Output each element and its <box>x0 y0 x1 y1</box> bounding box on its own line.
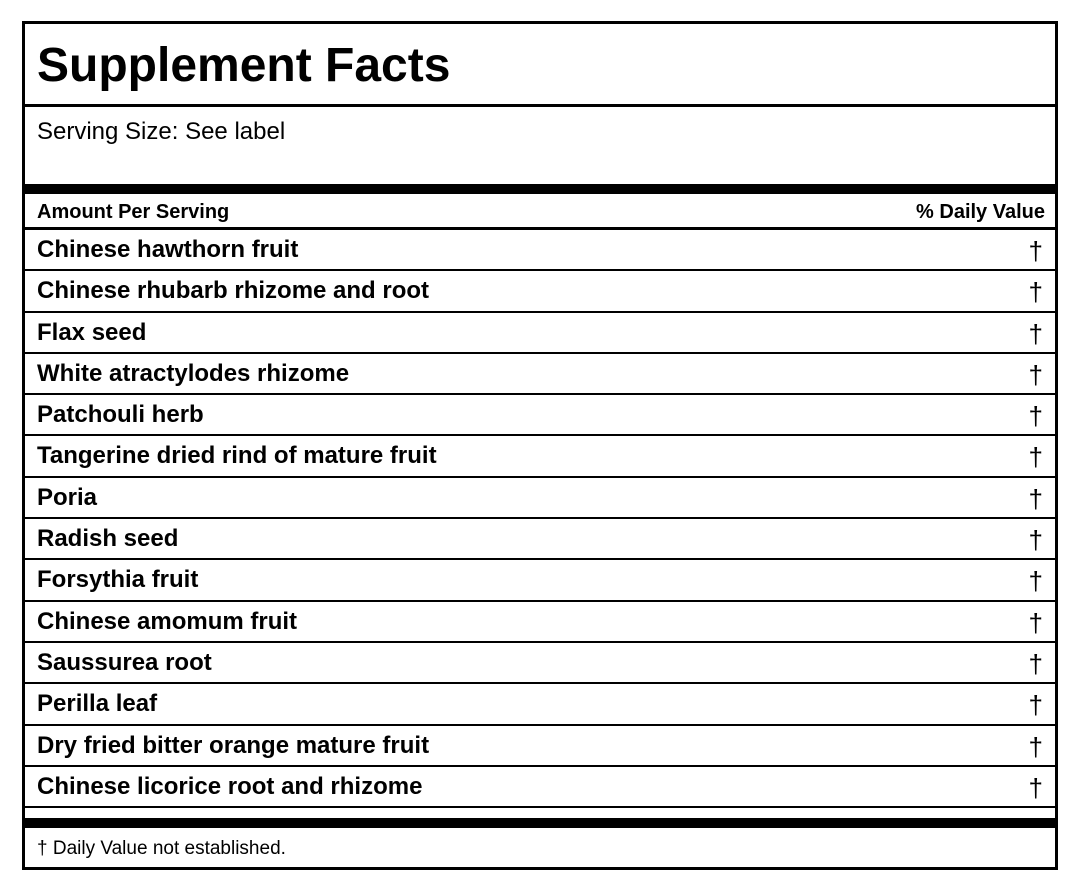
ingredient-name: Radish seed <box>37 525 179 553</box>
ingredient-row <box>25 313 1055 354</box>
ingredient-name: Chinese hawthorn fruit <box>37 236 299 263</box>
ingredient-row <box>25 230 1055 271</box>
ingredient-daily-value: † <box>1028 277 1043 308</box>
column-header-row <box>25 194 1055 230</box>
ingredient-name: Chinese rhubarb rhizome and root <box>37 277 430 305</box>
ingredient-row <box>25 684 1055 725</box>
ingredient-row <box>25 643 1055 684</box>
footnote-section <box>25 828 1055 867</box>
ingredient-daily-value: † <box>1028 401 1043 432</box>
ingredient-name: Saussurea root <box>37 648 212 676</box>
serving-section <box>25 107 1055 184</box>
ingredient-daily-value: † <box>1028 318 1043 349</box>
ingredient-daily-value: † <box>1028 731 1043 762</box>
thick-divider-bottom <box>25 818 1055 828</box>
ingredient-row <box>25 519 1055 560</box>
daily-value-footnote: † Daily Value not established. <box>37 838 286 859</box>
ingredient-row <box>25 436 1055 477</box>
ingredient-name: Chinese amomum fruit <box>37 607 298 635</box>
supplement-facts-panel <box>22 21 1058 870</box>
thick-divider-top <box>25 184 1055 194</box>
panel-title: Supplement Facts <box>37 39 451 92</box>
ingredient-name: Patchouli herb <box>37 401 204 429</box>
ingredient-name: Flax seed <box>37 318 147 346</box>
daily-value-header: % Daily Value <box>916 201 1045 223</box>
amount-per-serving-header: Amount Per Serving <box>37 201 230 223</box>
ingredient-name: Chinese licorice root and rhizome <box>37 772 423 800</box>
ingredient-daily-value: † <box>1028 772 1043 803</box>
ingredient-daily-value: † <box>1028 648 1043 679</box>
ingredient-row <box>25 767 1055 808</box>
ingredient-list <box>25 230 1055 808</box>
ingredient-name: Dry fried bitter orange mature fruit <box>37 731 430 759</box>
ingredient-row <box>25 395 1055 436</box>
ingredient-daily-value: † <box>1028 525 1043 556</box>
ingredient-row <box>25 560 1055 601</box>
ingredient-name: Forsythia fruit <box>37 566 199 594</box>
ingredient-row <box>25 602 1055 643</box>
ingredient-daily-value: † <box>1028 690 1043 721</box>
ingredient-daily-value: † <box>1028 236 1043 266</box>
ingredient-row <box>25 478 1055 519</box>
ingredient-name: White atractylodes rhizome <box>37 359 350 387</box>
ingredient-daily-value: † <box>1028 442 1043 473</box>
serving-size: Serving Size: See label <box>37 118 286 145</box>
ingredient-daily-value: † <box>1028 566 1043 597</box>
ingredient-daily-value: † <box>1028 483 1043 514</box>
ingredient-row <box>25 271 1055 312</box>
title-section <box>25 24 1055 107</box>
ingredient-row <box>25 726 1055 767</box>
ingredient-name: Tangerine dried rind of mature fruit <box>37 442 437 470</box>
ingredient-name: Poria <box>37 483 98 511</box>
ingredient-name: Perilla leaf <box>37 690 158 718</box>
ingredient-row <box>25 354 1055 395</box>
ingredient-daily-value: † <box>1028 359 1043 390</box>
ingredient-daily-value: † <box>1028 607 1043 638</box>
